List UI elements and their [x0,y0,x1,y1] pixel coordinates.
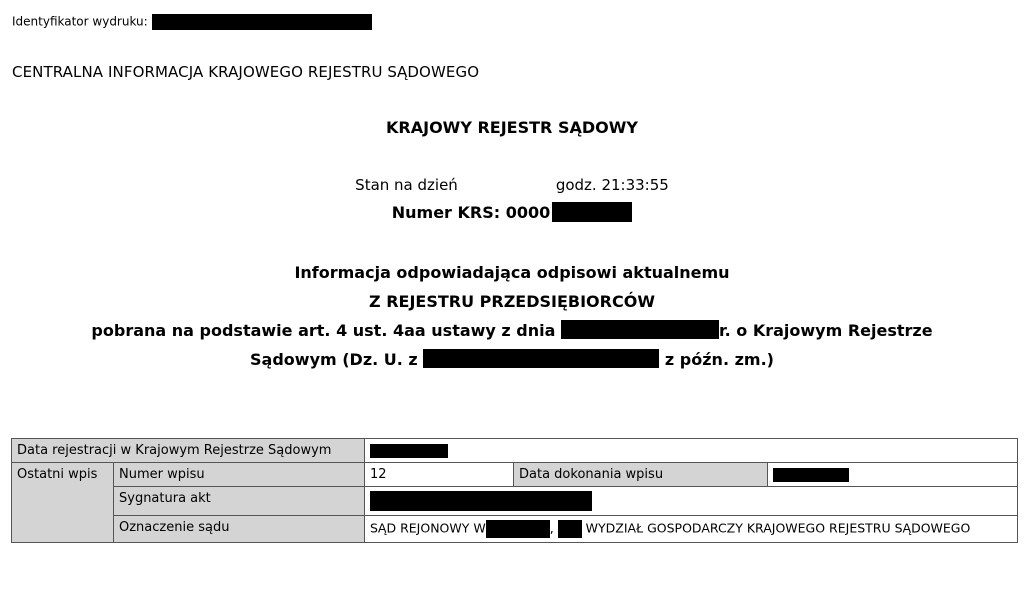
table-row [12,439,1018,463]
registration-date-value [365,439,1018,463]
last-entry-label: Ostatni wpis [12,463,114,543]
redaction-bar [552,202,632,222]
table-row [12,516,1018,543]
journal-of-laws-start: Sądowym (Dz. U. z [250,350,418,369]
redaction-bar [423,349,659,368]
redaction-bar [486,520,550,538]
central-information-title: CENTRALNA INFORMACJA KRAJOWEGO REJESTRU SĄDOWEGO [12,63,480,81]
redaction-bar [561,320,719,339]
legal-basis-start: pobrana na podstawie art. 4 ust. 4aa ustawy z dnia [91,321,556,340]
information-heading [0,258,1024,374]
printout-identifier-label: Identyfikator wydruku: [12,14,148,29]
entry-date-value [768,463,1018,487]
redaction-bar [558,520,582,538]
case-signature-label: Sygnatura akt [114,487,365,516]
printout-identifier [12,14,372,30]
krs-number-label: Numer KRS: 0000 [391,203,551,222]
krs-number-line [0,202,1024,222]
court-value-comma: , [549,520,554,536]
redaction-bar [370,444,448,458]
case-signature-value [365,487,1018,516]
info-line-2: Z REJESTRU PRZEDSIĘBIORCÓW [369,292,655,311]
entry-number-value: 12 [365,463,514,487]
info-line-4 [0,345,1024,374]
registry-title: KRAJOWY REJESTR SĄDOWY [386,118,638,137]
info-line-1: Informacja odpowiadająca odpisowi aktualnemu [294,263,730,282]
journal-of-laws-end: z późn. zm.) [664,350,774,369]
redaction-bar [152,14,372,30]
table-row [12,463,1018,487]
redaction-bar [370,491,592,511]
registration-date-label: Data rejestracji w Krajowym Rejestrze Sądowym [12,439,365,463]
court-label: Oznaczenie sądu [114,516,365,543]
legal-basis-end: r. o Krajowym Rejestrze [719,321,933,340]
court-value-start: SĄD REJONOWY W [370,520,486,536]
court-value [365,516,1018,543]
entry-number-label: Numer wpisu [114,463,365,487]
redaction-bar [773,468,849,482]
state-time: godz. 21:33:55 [555,176,669,194]
table-row [12,487,1018,516]
state-date-line [0,176,1024,194]
entry-date-label: Data dokonania wpisu [514,463,768,487]
court-value-end: WYDZIAŁ GOSPODARCZY KRAJOWEGO REJESTRU SĄDOWEGO [585,520,971,536]
registration-table [11,438,1018,543]
state-date-label: Stan na dzień [355,176,458,194]
info-line-3 [0,316,1024,345]
